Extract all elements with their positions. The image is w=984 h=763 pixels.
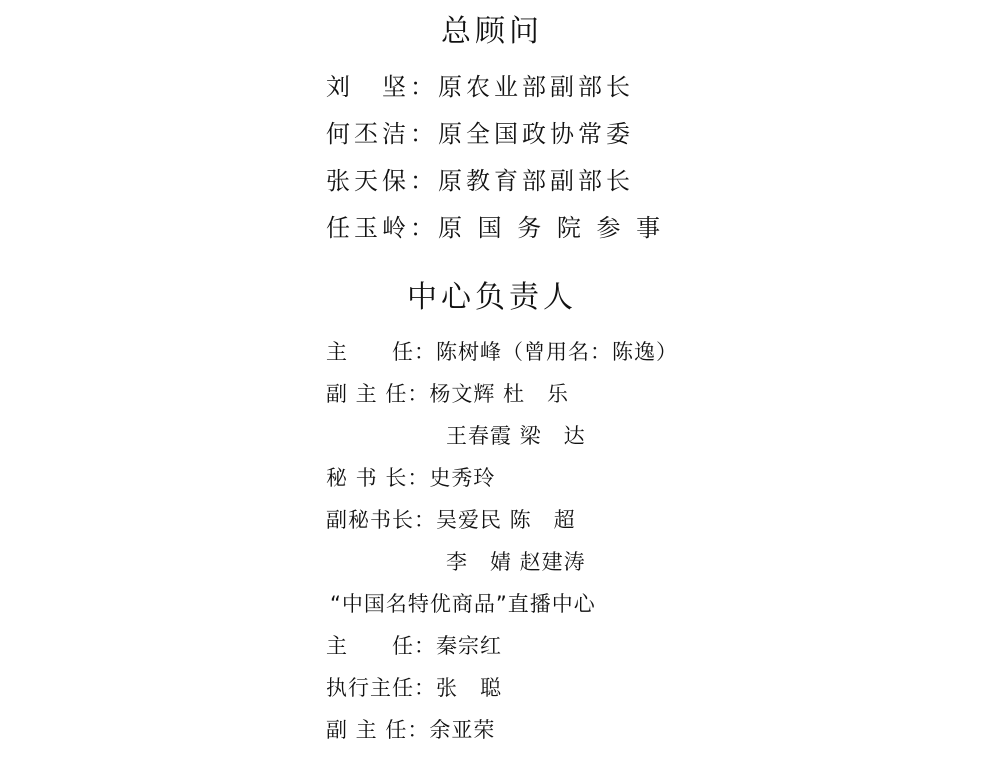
leader-line-deputy-secretary-general: 副秘书长：吴爱民 陈 超: [326, 508, 576, 532]
advisor-line-1: 刘 坚：原农业部副部长: [326, 73, 634, 101]
leader-line-secretary-general: 秘 书 长：史秀玲: [326, 466, 496, 490]
livestream-center-title: “中国名特优商品”直播中心: [330, 592, 596, 616]
livestream-director: 主 任：秦宗红: [326, 634, 502, 658]
leader-line-deputy-secretary-general-continued: 李 婧 赵建涛: [446, 550, 586, 574]
leader-line-deputy-director-continued: 王春霞 梁 达: [446, 424, 586, 448]
center-leaders-heading: 中心负责人: [407, 280, 577, 315]
advisor-line-2: 何丕洁：原全国政协常委: [326, 120, 634, 148]
general-advisors-heading: 总顾问: [441, 14, 543, 49]
leader-line-director: 主 任：陈树峰（曾用名：陈逸）: [326, 340, 678, 364]
advisor-line-3: 张天保：原教育部副部长: [326, 167, 634, 195]
livestream-executive-director: 执行主任：张 聪: [326, 676, 502, 700]
advisor-line-4: 任玉岭：原 国 务 院 参 事: [326, 214, 665, 242]
livestream-deputy-director: 副 主 任：余亚荣: [326, 718, 496, 742]
leader-line-deputy-director: 副 主 任：杨文辉 杜 乐: [326, 382, 570, 406]
